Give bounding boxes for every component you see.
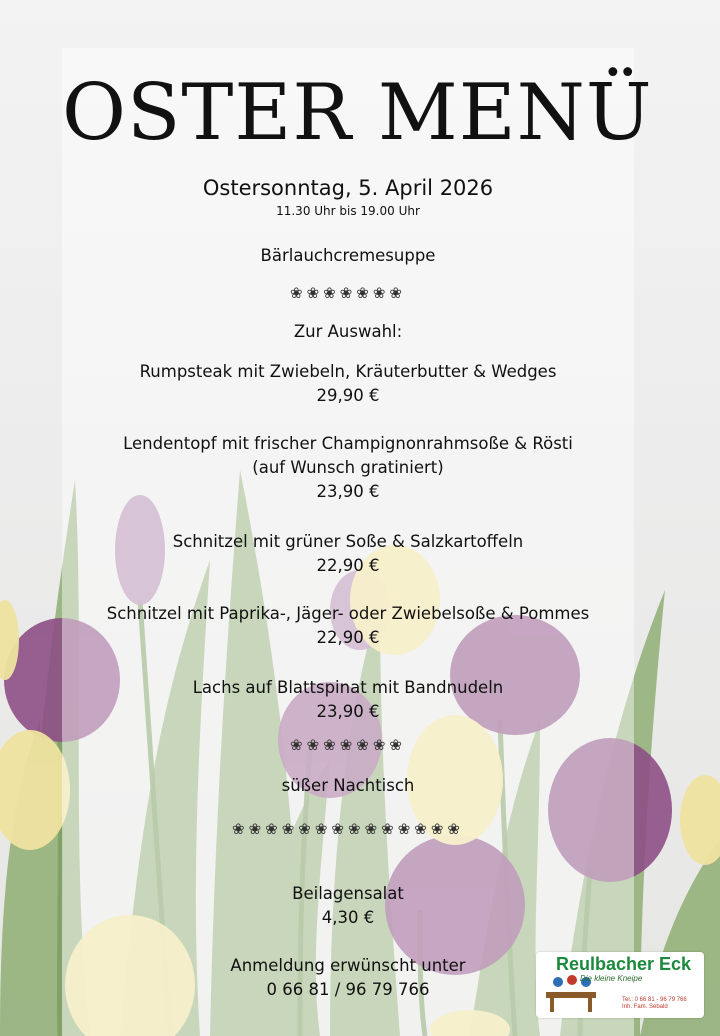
ornament-divider: ❀❀❀❀❀❀❀ bbox=[290, 736, 406, 754]
dessert: süßer Nachtisch bbox=[281, 776, 415, 795]
dish-price: 23,90 € bbox=[316, 702, 380, 721]
dish-price: 23,90 € bbox=[316, 482, 380, 501]
side-salad-price: 4,30 € bbox=[321, 908, 375, 927]
booking-phone: 0 66 81 / 96 79 766 bbox=[266, 980, 430, 999]
starter-dish: Bärlauchcremesuppe bbox=[260, 246, 436, 265]
event-time: 11.30 Uhr bis 19.00 Uhr bbox=[276, 204, 420, 218]
event-date: Ostersonntag, 5. April 2026 bbox=[202, 176, 494, 200]
ornament-divider: ❀❀❀❀❀❀❀ bbox=[290, 284, 406, 302]
dish-name: Schnitzel mit Paprika-, Jäger- oder Zwiebelsoße & Pommes bbox=[106, 604, 590, 623]
dish-note: (auf Wunsch gratiniert) bbox=[252, 458, 444, 477]
menu-title: OSTER MENÜ bbox=[62, 68, 653, 158]
dish-price: 22,90 € bbox=[316, 556, 380, 575]
dish-name: Lendentopf mit frischer Champignonrahmsoße & Rösti bbox=[123, 434, 573, 453]
logo-phone: Tel.: 0 66 81 - 96 79 766 bbox=[622, 997, 687, 1003]
dish-name: Rumpsteak mit Zwiebeln, Kräuterbutter & Wedges bbox=[139, 362, 557, 381]
logo-tagline: Die kleine Kneipe bbox=[580, 974, 643, 983]
dish-price: 22,90 € bbox=[316, 628, 380, 647]
choice-heading: Zur Auswahl: bbox=[293, 322, 403, 341]
dish-name: Lachs auf Blattspinat mit Bandnudeln bbox=[192, 678, 504, 697]
dish-price: 29,90 € bbox=[316, 386, 380, 405]
booking-text: Anmeldung erwünscht unter bbox=[230, 956, 466, 975]
restaurant-logo bbox=[536, 952, 704, 1018]
side-salad: Beilagensalat bbox=[292, 884, 404, 903]
dish-name: Schnitzel mit grüner Soße & Salzkartoffeln bbox=[172, 532, 524, 551]
ornament-divider-long: ❀❀❀❀❀❀❀❀❀❀❀❀❀❀ bbox=[232, 820, 464, 838]
logo-owner: Inh. Fam. Sebald bbox=[622, 1004, 668, 1010]
logo-name: Reulbacher Eck bbox=[556, 954, 692, 974]
